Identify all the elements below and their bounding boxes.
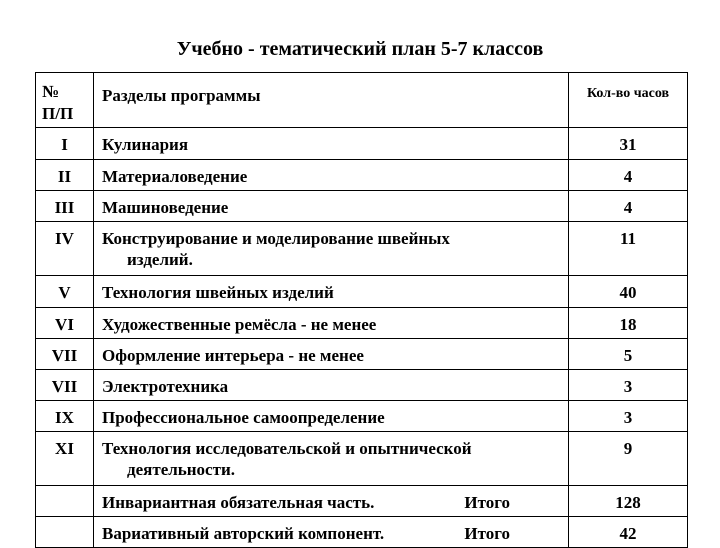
table-row: [36, 432, 688, 486]
row-number: VI: [36, 308, 94, 339]
row-section-name: Электротехника: [94, 370, 569, 401]
header-number-symbol: №: [42, 82, 60, 101]
table-row: [36, 370, 688, 401]
row-section-name: [94, 222, 569, 276]
totals-hours: 128: [569, 486, 688, 517]
row-hours: 9: [569, 432, 688, 486]
row-hours: 40: [569, 276, 688, 308]
row-number: I: [36, 128, 94, 160]
table-row: [36, 128, 688, 160]
totals-label: Инвариантная обязательная часть.: [102, 493, 375, 512]
totals-number-cell: [36, 517, 94, 548]
row-section-name-line1: Конструирование и моделирование швейных: [102, 229, 450, 248]
row-number: IV: [36, 222, 94, 276]
table-row: [36, 339, 688, 370]
table-row: [36, 222, 688, 276]
row-section-name-line2: деятельности.: [127, 460, 236, 479]
row-number: VII: [36, 339, 94, 370]
row-section-name: Профессиональное самоопределение: [94, 401, 569, 432]
header-sections-label: Разделы программы: [102, 86, 261, 105]
header-number-abbrev: П/П: [42, 104, 74, 123]
header-sections-cell: [94, 73, 569, 128]
table-row: [36, 276, 688, 308]
table-row: [36, 401, 688, 432]
header-number-cell: [36, 73, 94, 128]
row-hours: 5: [569, 339, 688, 370]
header-hours-cell: Кол-во часов: [569, 73, 688, 128]
row-hours: 4: [569, 160, 688, 191]
row-section-name: Материаловедение: [94, 160, 569, 191]
table-header-row: [36, 73, 688, 128]
totals-itogo: Итого: [464, 524, 510, 543]
row-hours: 4: [569, 191, 688, 222]
table-row: [36, 160, 688, 191]
page-title: Учебно - тематический план 5-7 классов: [176, 38, 544, 60]
row-section-name: Кулинария: [94, 128, 569, 160]
row-hours: 31: [569, 128, 688, 160]
row-section-name: Оформление интерьера - не менее: [94, 339, 569, 370]
row-section-name-line2: изделий.: [127, 250, 193, 269]
row-number: V: [36, 276, 94, 308]
totals-label-cell: [94, 517, 569, 548]
row-hours: 18: [569, 308, 688, 339]
row-section-name: [94, 432, 569, 486]
row-number: III: [36, 191, 94, 222]
totals-itogo: Итого: [464, 493, 510, 512]
row-section-name: Машиноведение: [94, 191, 569, 222]
curriculum-table: [35, 72, 688, 548]
row-number: VII: [36, 370, 94, 401]
row-hours: 3: [569, 370, 688, 401]
totals-row: [36, 517, 688, 548]
row-number: XI: [36, 432, 94, 486]
row-section-name: Художественные ремёсла - не менее: [94, 308, 569, 339]
row-section-name: Технология швейных изделий: [94, 276, 569, 308]
totals-hours: 42: [569, 517, 688, 548]
totals-label-cell: [94, 486, 569, 517]
totals-label: Вариативный авторский компонент.: [102, 524, 385, 543]
row-section-name-line1: Технология исследовательской и опытнической: [102, 439, 472, 458]
row-number: IX: [36, 401, 94, 432]
row-number: II: [36, 160, 94, 191]
table-row: [36, 308, 688, 339]
row-hours: 3: [569, 401, 688, 432]
totals-row: [36, 486, 688, 517]
totals-number-cell: [36, 486, 94, 517]
row-hours: 11: [569, 222, 688, 276]
table-row: [36, 191, 688, 222]
